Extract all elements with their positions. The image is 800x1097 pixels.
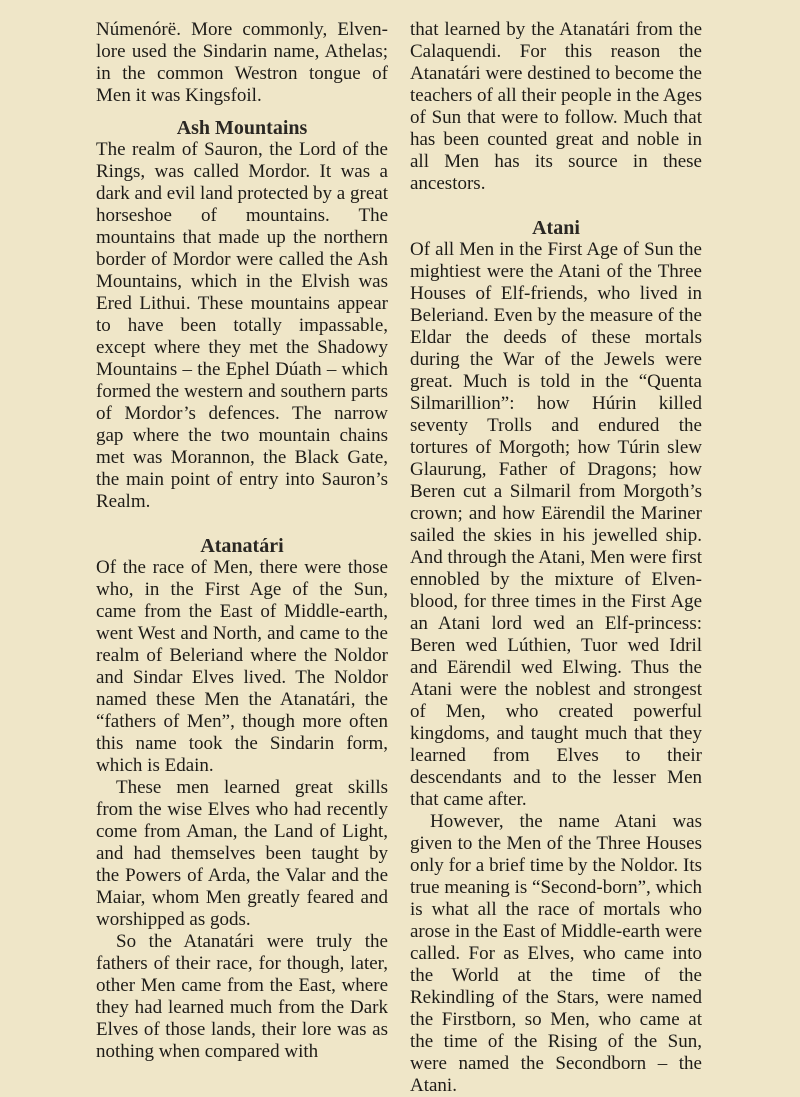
ash-mountains-paragraph: The realm of Sauron, the Lord of the Rings, was called Mordor. It was a dark and evil land protected by a great horseshoe of mountains. The mountains that made up the northern border of Mordor were called the Ash Mountains, which in the Elvish was Ered Lithui. These mountains appear to have been totally impassable, except where they met the Shadowy Mountains – the Ephel Dúath – which formed the western and southern parts of Mordor’s defences. The narrow gap where the two mountain chains met was Morannon, the Black Gate, the main point of entry into Sauron’s Realm. [96,139,388,512]
right-column [410,19,702,1097]
atani-paragraph-2: However, the name Atani was given to the Men of the Three Houses only for a brief time by the Noldor. Its true meaning is “Second-born”, which is what all the race of mortals who arose in the East of Middle-earth were called. For as Elves, who came into the World at the time of the Rekindling of the Stars, were named the Firstborn, so Men, who came at the time of the Rising of the Sun, were named the Secondborn – the Atani. [410,811,702,1096]
intro-paragraph: Númenórë. More commonly, Elven-lore used the Sindarin name, Athelas; in the common Westron tongue of Men it was Kingsfoil. [96,19,388,106]
heading-atani: Atani [532,217,580,239]
atanatari-paragraph-1: Of the race of Men, there were those who, in the First Age of the Sun, came from the East of Middle-earth, went West and North, and came to the realm of Beleriand where the Noldor and Sindar Elves lived. The Noldor named these Men the Atanatári, the “fathers of Men”, though more often this name took the Sindarin form, which is Edain. [96,557,388,776]
left-column [96,19,388,1063]
atanatari-paragraph-3: So the Atanatári were truly the fathers of their race, for though, later, other Men came from the East, where they had learned much from the Dark Elves of those lands, their lore was as nothing when compared with [96,931,388,1062]
atanatari-paragraph-2: These men learned great skills from the wise Elves who had recently come from Aman, the Land of Light, and had themselves been taught by the Powers of Arda, the Valar and the Maiar, whom Men greatly feared and worshipped as gods. [96,777,388,930]
heading-ash-mountains: Ash Mountains [176,117,308,139]
atani-paragraph-1: Of all Men in the First Age of Sun the mightiest were the Atani of the Three Houses of Elf-friends, who lived in Beleriand. Even by the measure of the Eldar the deeds of these mortals during the War of the Jewels were great. Much is told in the “Quenta Silmarillion”: how Húrin killed seventy Trolls and endured the tortures of Morgoth; how Túrin slew Glaurung, Father of Dragons; how Beren cut a Silmaril from Morgoth’s crown; and how Eärendil the Mariner sailed the skies in his jewelled ship. And through the Atani, Men were first ennobled by the mixture of Elven-blood, for three times in the First Age an Atani lord wed an Elf-princess: Beren wed Lúthien, Tuor wed Idril and Eärendil wed Elwing. Thus the Atani were the noblest and strongest of Men, who created powerful kingdoms, and taught much that they learned from Elves to their descendants and to the lesser Men that came after. [410,239,702,810]
heading-atanatari: Atanatári [200,535,284,557]
continuation-paragraph: that learned by the Atanatári from the Calaquendi. For this reason the Atanatári were destined to become the teachers of all their people in the Ages of Sun that were to follow. Much that has been counted great and noble in all Men has its source in these ancestors. [410,19,702,194]
